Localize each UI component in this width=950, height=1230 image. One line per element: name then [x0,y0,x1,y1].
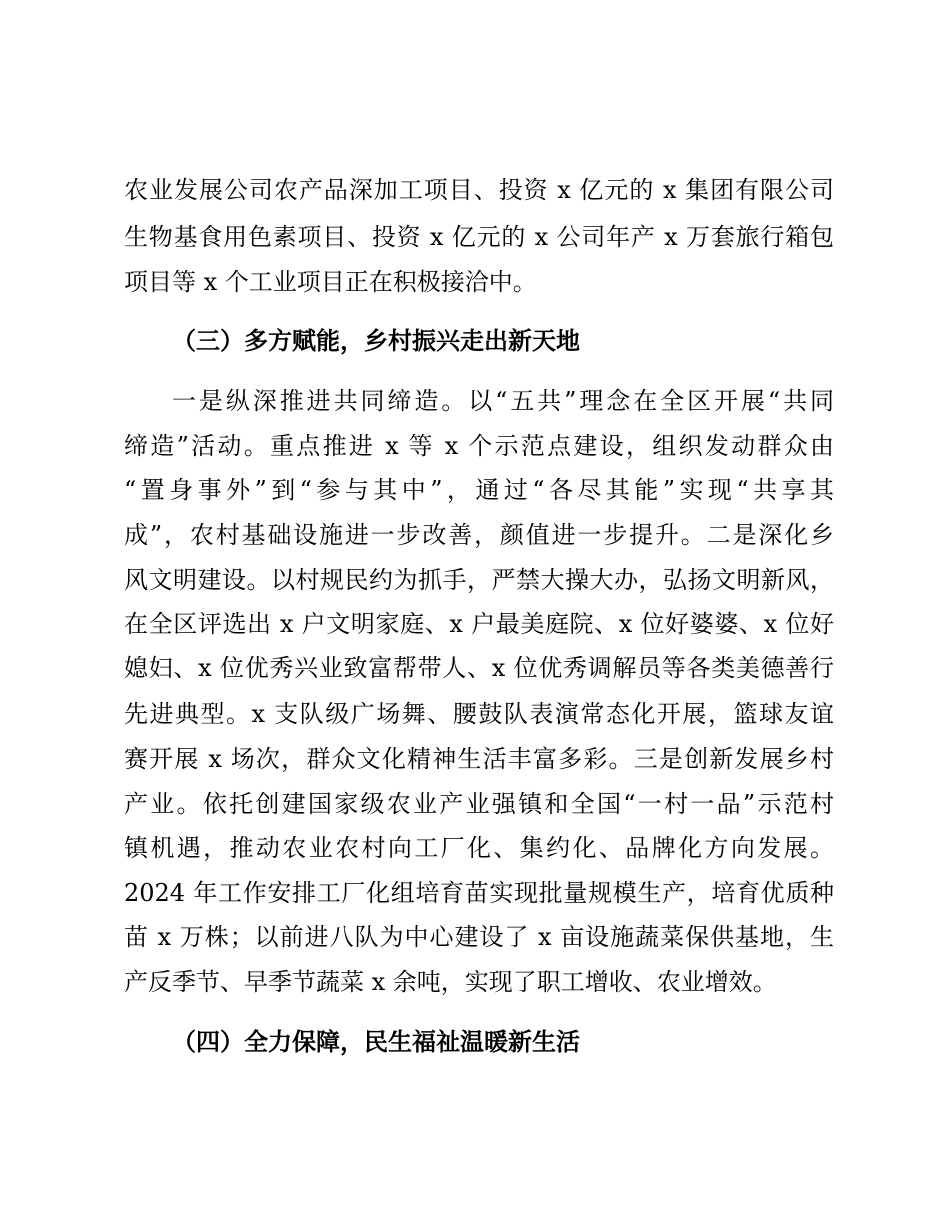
paragraph-2-line-13: 苗 x 万株；以前进八队为中心建设了 x 亩设施蔬菜保供基地，生 [124,923,834,951]
paragraph-2-line-6: 在全区评选出 x 户文明家庭、x 户最美庭院、x 位好婆婆、x 位好 [124,610,834,638]
section-heading-4: （四）全力保障，民生福祉温暖新生活 [172,1027,580,1056]
paragraph-2-line-1: 一是纵深推进共同缔造。以“五共”理念在全区开展“共同 [172,387,834,415]
paragraph-1-line-2: 生物基食用色素项目、投资 x 亿元的 x 公司年产 x 万套旅行箱包 [124,223,834,251]
paragraph-2-line-5: 风文明建设。以村规民约为抓手，严禁大操大办，弘扬文明新风， [124,566,834,594]
section-heading-3: （三）多方赋能，乡村振兴走出新天地 [172,326,580,355]
paragraph-2-line-9: 赛开展 x 场次，群众文化精神生活丰富多彩。三是创新发展乡村 [124,745,834,773]
paragraph-2-line-14: 产反季节、早季节蔬菜 x 余吨，实现了职工增收、农业增效。 [124,968,777,996]
paragraph-2-line-8: 先进典型。x 支队级广场舞、腰鼓队表演常态化开展，篮球友谊 [124,700,834,728]
paragraph-1-line-3: 项目等 x 个工业项目正在积极接洽中。 [124,268,537,296]
paragraph-1-line-1: 农业发展公司农产品深加工项目、投资 x 亿元的 x 集团有限公司 [124,176,834,204]
paragraph-2-line-4: 成”，农村基础设施进一步改善，颜值进一步提升。二是深化乡 [124,521,834,549]
paragraph-2-line-12: 2024 年工作安排工厂化组培育苗实现批量规模生产，培育优质种 [124,879,834,907]
paragraph-2-line-7: 媳妇、x 位优秀兴业致富帮带人、x 位优秀调解员等各类美德善行 [124,654,834,682]
paragraph-2-line-2: 缔造”活动。重点推进 x 等 x 个示范点建设，组织发动群众由 [124,432,834,460]
paragraph-2-line-3: “置身事外”到“参与其中”，通过“各尽其能”实现“共享其 [124,476,834,504]
paragraph-2-line-10: 产业。依托创建国家级农业产业强镇和全国“一村一品”示范村 [124,790,834,818]
paragraph-2-line-11: 镇机遇，推动农业农村向工厂化、集约化、品牌化方向发展。 [124,834,834,862]
